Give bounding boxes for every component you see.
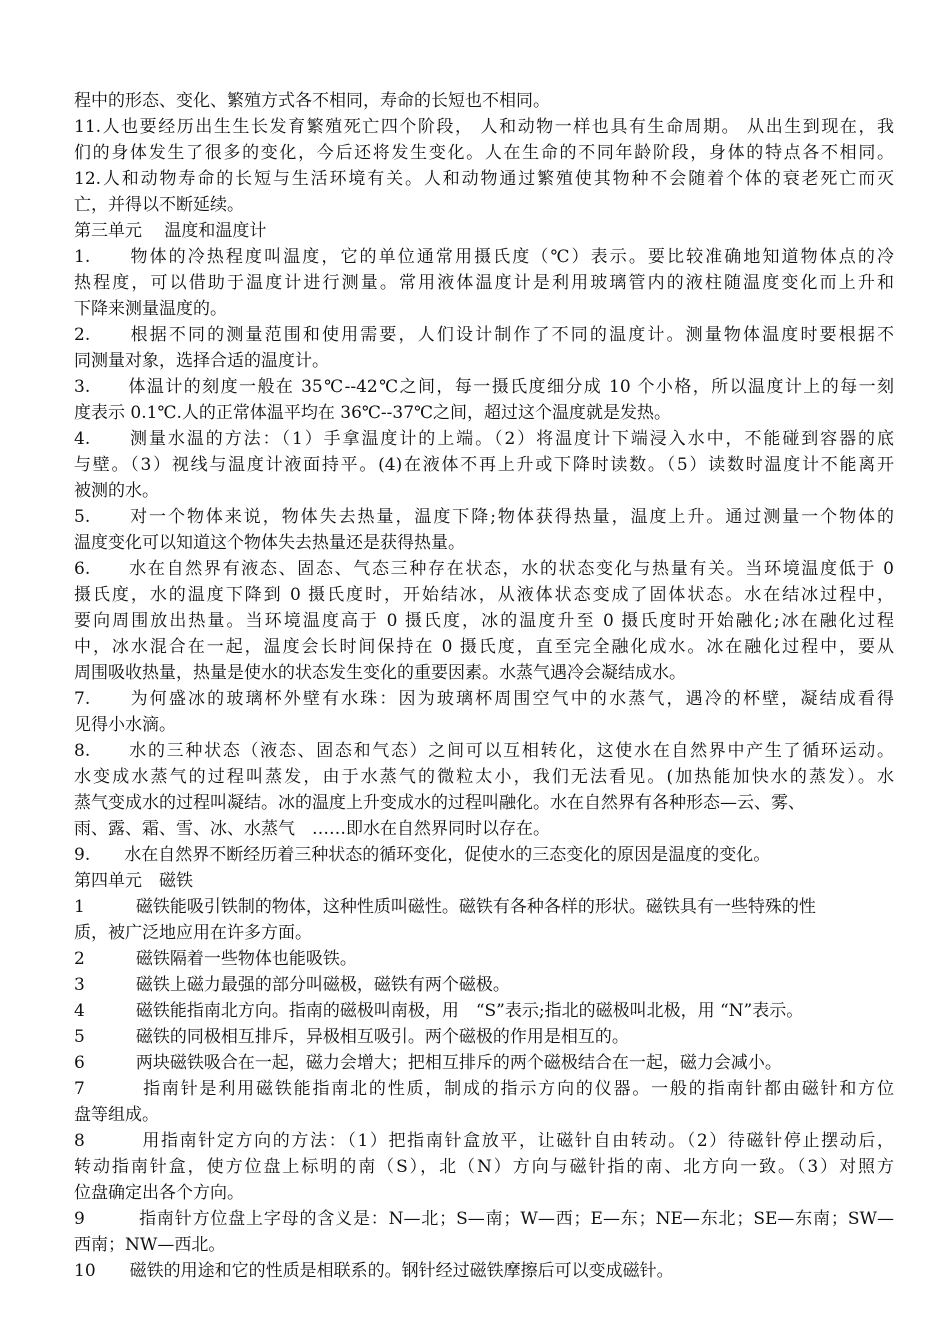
section-title: 第三单元 温度和温度计: [74, 221, 267, 241]
text-line: 12.人和动物寿命的长短与生活环境有关。人和动物通过繁殖使其物种不会随着个体的衰老死亡而灭: [74, 169, 894, 189]
text-line: 11.人也要经历出生生长发育繁殖死亡四个阶段， 人和动物一样也具有生命周期。 从出生到现在，我: [74, 117, 894, 137]
text-line: 质，被广泛地应用在许多方面。: [74, 923, 312, 943]
section-title: 第四单元 磁铁: [74, 871, 193, 891]
text-line: 6. 水在自然界有液态、固态、气态三种存在状态，水的状态变化与热量有关。当环境温度低于 0: [74, 559, 894, 579]
text-line: 盘等组成。: [74, 1105, 159, 1125]
text-line: 热程度，可以借助于温度计进行测量。常用液体温度计是利用玻璃管内的液柱随温度变化而上升和: [74, 273, 894, 293]
text-line: 8. 水的三种状态（液态、固态和气态）之间可以互相转化，这使水在自然界中产生了循环运动。: [74, 741, 894, 761]
text-line: 周围吸收热量，热量是使水的状态发生变化的重要因素。水蒸气遇冷会凝结成水。: [74, 663, 686, 683]
text-line: 中，冰水混合在一起，温度会长时间保持在 0 摄氏度，直至完全融化成水。冰在融化过程中，要从: [74, 637, 894, 657]
text-line: 8 用指南针定方向的方法：（1）把指南针盒放平，让磁针自由转动。（2）待磁针停止摆动后，: [74, 1131, 894, 1151]
document-page: [74, 88, 894, 1284]
text-line: 要向周围放出热量。当环境温度高于 0 摄氏度，冰的温度升至 0 摄氏度时开始融化;冰在融化过程: [74, 611, 894, 631]
text-line: 转动指南针盒，使方位盘上标明的南（S），北（N）方向与磁针指的南、北方向一致。（3）对照方: [74, 1157, 894, 1177]
text-line: 们的身体发生了很多的变化，今后还将发生变化。人在生命的不同年龄阶段，身体的特点各不相同。: [74, 143, 894, 163]
text-line: 4 磁铁能指南北方向。指南的磁极叫南极，用 “S”表示;指北的磁极叫北极，用 “N”表示。: [74, 1001, 804, 1021]
text-line: 被测的水。: [74, 481, 159, 501]
text-line: 度表示 0.1℃.人的正常体温平均在 36℃--37℃之间，超过这个温度就是发热。: [74, 403, 672, 423]
text-line: 亡，并得以不断延续。: [74, 195, 244, 215]
text-line: 温度变化可以知道这个物体失去热量还是获得热量。: [74, 533, 465, 553]
text-line: 程中的形态、变化、繁殖方式各不相同，寿命的长短也不相同。: [74, 91, 550, 111]
text-line: 2. 根据不同的测量范围和使用需要，人们设计制作了不同的温度计。测量物体温度时要根据不: [74, 325, 894, 345]
text-line: 西南；NW—西北。: [74, 1235, 226, 1255]
text-line: 5 磁铁的同极相互排斥，异极相互吸引。两个磁极的作用是相互的。: [74, 1027, 629, 1047]
text-line: 水变成水蒸气的过程叫蒸发，由于水蒸气的微粒太小，我们无法看见。(加热能加快水的蒸发）。水: [74, 767, 894, 787]
text-line: 4. 测量水温的方法：（1）手拿温度计的上端。（2）将温度计下端浸入水中，不能碰到容器的底: [74, 429, 894, 449]
text-line: 9 指南针方位盘上字母的含义是：N—北；S—南；W—西；E—东；NE—东北；SE—东南；SW—: [74, 1209, 894, 1229]
text-line: 位盘确定出各个方向。: [74, 1183, 244, 1203]
text-line: 与壁。（3）视线与温度计液面持平。(4)在液体不再上升或下降时读数。（5）读数时温度计不能离开: [74, 455, 894, 475]
text-line: 1. 物体的冷热程度叫温度，它的单位通常用摄氏度（℃）表示。要比较准确地知道物体点的冷: [74, 247, 894, 267]
text-line: 3 磁铁上磁力最强的部分叫磁极，磁铁有两个磁极。: [74, 975, 510, 995]
text-line: 蒸气变成水的过程叫凝结。冰的温度上升变成水的过程叫融化。水在自然界有各种形态—云、雾、: [74, 793, 805, 813]
text-line: 9. 水在自然界不断经历着三种状态的循环变化，促使水的三态变化的原因是温度的变化。: [74, 845, 771, 865]
text-line: 7 指南针是利用磁铁能指南北的性质，制成的指示方向的仪器。一般的指南针都由磁针和方位: [74, 1079, 894, 1099]
text-line: 同测量对象，选择合适的温度计。: [74, 351, 329, 371]
text-line: 摄氏度，水的温度下降到 0 摄氏度时，开始结冰，从液体状态变成了固体状态。水在结冰过程中，: [74, 585, 894, 605]
text-line: 下降来测量温度的。: [74, 299, 227, 319]
text-line: 见得小水滴。: [74, 715, 176, 735]
text-line: 3. 体温计的刻度一般在 35℃--42℃之间，每一摄氏度细分成 10 个小格，所以温度计上的每一刻: [74, 377, 894, 397]
text-line: 10 磁铁的用途和它的性质是相联系的。钢针经过磁铁摩擦后可以变成磁针。: [74, 1261, 674, 1281]
text-line: 7. 为何盛冰的玻璃杯外壁有水珠：因为玻璃杯周围空气中的水蒸气，遇冷的杯壁，凝结成看得: [74, 689, 894, 709]
text-line: 雨、露、霜、雪、冰、水蒸气 ……即水在自然界同时以存在。: [74, 819, 550, 839]
text-line: 6 两块磁铁吸合在一起，磁力会增大；把相互排斥的两个磁极结合在一起，磁力会减小。: [74, 1053, 782, 1073]
text-line: 1 磁铁能吸引铁制的物体，这种性质叫磁性。磁铁有各种各样的形状。磁铁具有一些特殊的性: [74, 897, 816, 917]
text-line: 5. 对一个物体来说，物体失去热量，温度下降;物体获得热量，温度上升。通过测量一个物体的: [74, 507, 894, 527]
text-line: 2 磁铁隔着一些物体也能吸铁。: [74, 949, 357, 969]
